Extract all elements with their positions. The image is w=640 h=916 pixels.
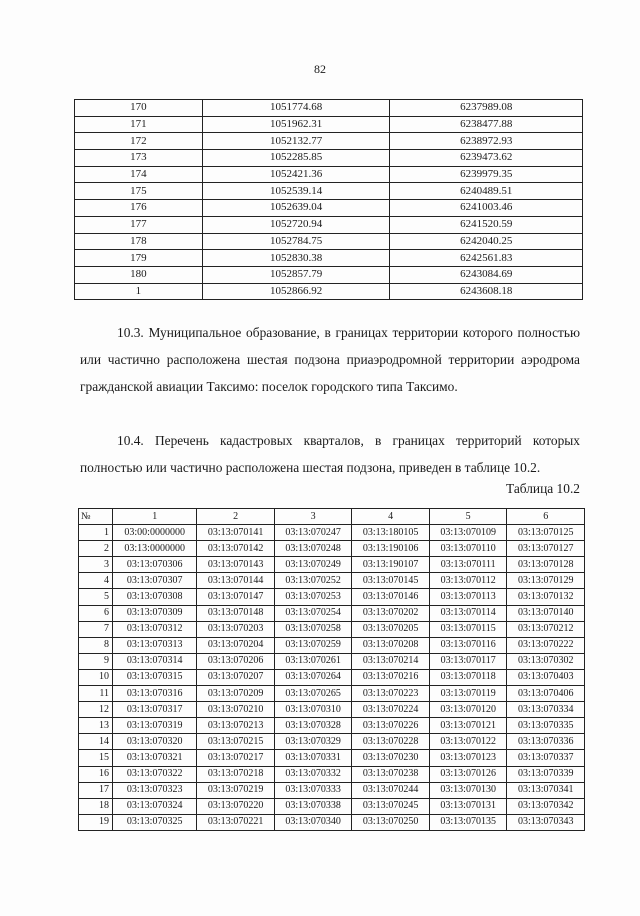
table-cell: 11 xyxy=(79,686,113,702)
table-cell: 8 xyxy=(79,637,113,653)
table-cell: 03:13:070264 xyxy=(274,669,352,685)
table-row xyxy=(79,718,585,734)
table-cell: 03:13:070334 xyxy=(507,702,585,718)
cadastral-quarters-table-body xyxy=(79,525,585,831)
table-cell: 10 xyxy=(79,669,113,685)
table-cell: 03:13:070332 xyxy=(274,766,352,782)
table-cell: 03:13:070321 xyxy=(113,750,197,766)
table-row xyxy=(79,621,585,637)
table-cell: 03:13:070216 xyxy=(352,669,430,685)
table-cell: 03:13:070110 xyxy=(429,541,507,557)
paragraph-10-4 xyxy=(80,427,580,481)
table-cell: 03:13:070205 xyxy=(352,621,430,637)
table-cell: 03:13:070342 xyxy=(507,798,585,814)
table-cell: 03:13:070123 xyxy=(429,750,507,766)
table-cell: 1052421.36 xyxy=(202,166,390,183)
table-row xyxy=(79,750,585,766)
table-row xyxy=(79,702,585,718)
table-cell: 17 xyxy=(79,782,113,798)
table-cell: 03:13:070324 xyxy=(113,798,197,814)
table-cell: 03:13:070116 xyxy=(429,637,507,653)
table-row xyxy=(79,589,585,605)
table-row xyxy=(75,233,583,250)
table-cell: 03:13:070125 xyxy=(507,525,585,541)
table-cell: 03:13:070224 xyxy=(352,702,430,718)
cadastral-quarters-table xyxy=(78,508,585,831)
table-cell: 1052857.79 xyxy=(202,266,390,283)
table-cell: 03:13:070212 xyxy=(507,621,585,637)
table-cell: 03:13:070322 xyxy=(113,766,197,782)
column-header: 5 xyxy=(429,509,507,525)
table-cell: 03:13:070126 xyxy=(429,766,507,782)
table-cell: 180 xyxy=(75,266,203,283)
table-row xyxy=(79,782,585,798)
table-cell: 03:13:070337 xyxy=(507,750,585,766)
table-cell: 03:13:070309 xyxy=(113,605,197,621)
table-cell: 14 xyxy=(79,734,113,750)
table-cell: 03:13:070249 xyxy=(274,557,352,573)
table-cell: 03:13:070302 xyxy=(507,653,585,669)
table-cell: 03:13:070341 xyxy=(507,782,585,798)
table-cell: 03:13:070313 xyxy=(113,637,197,653)
table-cell: 03:13:070406 xyxy=(507,686,585,702)
table-row xyxy=(75,250,583,267)
table-cell: 03:13:070220 xyxy=(197,798,275,814)
table-cell: 03:13:070403 xyxy=(507,669,585,685)
table-cell: 1052285.85 xyxy=(202,150,390,167)
table-cell: 03:13:070142 xyxy=(197,541,275,557)
table-cell: 03:13:070111 xyxy=(429,557,507,573)
paragraph-10-3-text: 10.3. Муниципальное образование, в границах территории которого полностью или частично расположена шестая подзона приаэродромной территории аэродрома гражданской авиации Таксимо: поселок городского типа Таксимо. xyxy=(80,325,580,394)
table-cell: 03:13:190107 xyxy=(352,557,430,573)
table-cell: 6240489.51 xyxy=(390,183,583,200)
table-row xyxy=(79,653,585,669)
table-row xyxy=(79,814,585,830)
column-header: 4 xyxy=(352,509,430,525)
table-row xyxy=(79,541,585,557)
table-cell: 1051774.68 xyxy=(202,100,390,117)
table-cell: 03:13:070202 xyxy=(352,605,430,621)
table-row xyxy=(75,216,583,233)
table-cell: 03:13:070250 xyxy=(352,814,430,830)
table-row xyxy=(75,116,583,133)
table-cell: 179 xyxy=(75,250,203,267)
table-cell: 03:13:070132 xyxy=(507,589,585,605)
table-cell: 03:13:070317 xyxy=(113,702,197,718)
table-cell: 1052720.94 xyxy=(202,216,390,233)
table-cell: 03:13:070259 xyxy=(274,637,352,653)
table-row xyxy=(79,669,585,685)
table-cell: 03:13:070146 xyxy=(352,589,430,605)
table-row xyxy=(79,525,585,541)
table-cell: 172 xyxy=(75,133,203,150)
table-row xyxy=(79,557,585,573)
table-cell: 03:13:070258 xyxy=(274,621,352,637)
table-cell: 03:13:070118 xyxy=(429,669,507,685)
table-cell: 03:13:070119 xyxy=(429,686,507,702)
table-cell: 16 xyxy=(79,766,113,782)
table-cell: 6243608.18 xyxy=(390,283,583,300)
table-row xyxy=(79,798,585,814)
table-cell: 03:13:070217 xyxy=(197,750,275,766)
table-cell: 03:13:070331 xyxy=(274,750,352,766)
table-cell: 2 xyxy=(79,541,113,557)
table-header-row xyxy=(79,509,585,525)
table-cell: 03:13:070226 xyxy=(352,718,430,734)
table-cell: 1052639.04 xyxy=(202,200,390,217)
table-cell: 6242561.83 xyxy=(390,250,583,267)
table-cell: 03:13:070140 xyxy=(507,605,585,621)
table-cell: 03:13:070310 xyxy=(274,702,352,718)
table-row xyxy=(75,150,583,167)
table-cell: 03:13:190106 xyxy=(352,541,430,557)
table-cell: 03:13:180105 xyxy=(352,525,430,541)
table-cell: 03:13:070141 xyxy=(197,525,275,541)
table-cell: 03:13:070244 xyxy=(352,782,430,798)
table-cell: 15 xyxy=(79,750,113,766)
table-cell: 03:13:070316 xyxy=(113,686,197,702)
table-row xyxy=(75,183,583,200)
table-cell: 03:13:070252 xyxy=(274,573,352,589)
table-cell: 03:13:070333 xyxy=(274,782,352,798)
table-row xyxy=(75,200,583,217)
table-cell: 03:13:070127 xyxy=(507,541,585,557)
table-cell: 03:13:070228 xyxy=(352,734,430,750)
table-cell: 1052866.92 xyxy=(202,283,390,300)
table-cell: 03:13:070338 xyxy=(274,798,352,814)
table-cell: 03:13:070323 xyxy=(113,782,197,798)
table-cell: 5 xyxy=(79,589,113,605)
table-row xyxy=(79,686,585,702)
table-cell: 03:13:070261 xyxy=(274,653,352,669)
table-cell: 03:13:070335 xyxy=(507,718,585,734)
table-cell: 03:13:070145 xyxy=(352,573,430,589)
table-cell: 03:13:070319 xyxy=(113,718,197,734)
column-header: № xyxy=(79,509,113,525)
table-cell: 03:13:070121 xyxy=(429,718,507,734)
table-row xyxy=(75,283,583,300)
table-cell: 03:13:070147 xyxy=(197,589,275,605)
table-row xyxy=(75,266,583,283)
paragraph-10-4-text: 10.4. Перечень кадастровых кварталов, в границах территорий которых полностью или частично расположена шестая подзона, приведен в таблице 10.2. xyxy=(80,433,580,475)
table-cell: 12 xyxy=(79,702,113,718)
table-cell: 03:13:070209 xyxy=(197,686,275,702)
table-cell: 03:13:070306 xyxy=(113,557,197,573)
table-cell: 1052830.38 xyxy=(202,250,390,267)
table-cell: 6239473.62 xyxy=(390,150,583,167)
column-header: 1 xyxy=(113,509,197,525)
table-cell: 03:13:070328 xyxy=(274,718,352,734)
table-cell: 6242040.25 xyxy=(390,233,583,250)
table-cell: 03:13:070238 xyxy=(352,766,430,782)
table-cell: 03:13:070265 xyxy=(274,686,352,702)
table-row xyxy=(79,605,585,621)
table-cell: 03:13:070343 xyxy=(507,814,585,830)
table-cell: 03:13:070206 xyxy=(197,653,275,669)
table-cell: 03:13:070230 xyxy=(352,750,430,766)
table-cell: 03:13:070215 xyxy=(197,734,275,750)
table-cell: 6239979.35 xyxy=(390,166,583,183)
table-cell: 6238477.88 xyxy=(390,116,583,133)
table-cell: 03:13:070245 xyxy=(352,798,430,814)
table-cell: 175 xyxy=(75,183,203,200)
table-cell: 03:13:070207 xyxy=(197,669,275,685)
table-row xyxy=(75,100,583,117)
table-cell: 6238972.93 xyxy=(390,133,583,150)
table-cell: 03:13:070122 xyxy=(429,734,507,750)
page-number: 82 xyxy=(314,62,326,76)
table-cell: 03:13:070221 xyxy=(197,814,275,830)
table-cell: 03:13:070253 xyxy=(274,589,352,605)
table-cell: 03:13:070120 xyxy=(429,702,507,718)
table-cell: 1052539.14 xyxy=(202,183,390,200)
table-cell: 03:13:070308 xyxy=(113,589,197,605)
table-cell: 03:13:070112 xyxy=(429,573,507,589)
table-cell: 1051962.31 xyxy=(202,116,390,133)
table-cell: 03:13:070135 xyxy=(429,814,507,830)
table-cell: 03:13:070213 xyxy=(197,718,275,734)
table-cell: 03:13:070254 xyxy=(274,605,352,621)
column-header: 3 xyxy=(274,509,352,525)
table-cell: 03:13:070222 xyxy=(507,637,585,653)
table-cell: 6243084.69 xyxy=(390,266,583,283)
table-cell: 4 xyxy=(79,573,113,589)
table-cell: 03:13:070115 xyxy=(429,621,507,637)
table-row xyxy=(79,734,585,750)
table-cell: 7 xyxy=(79,621,113,637)
table-cell: 03:13:070130 xyxy=(429,782,507,798)
table-cell: 6237989.08 xyxy=(390,100,583,117)
column-header: 6 xyxy=(507,509,585,525)
table-cell: 1052132.77 xyxy=(202,133,390,150)
table-cell: 03:13:070131 xyxy=(429,798,507,814)
table-cell: 03:13:070214 xyxy=(352,653,430,669)
table-cell: 6241003.46 xyxy=(390,200,583,217)
table-cell: 03:13:070307 xyxy=(113,573,197,589)
table-cell: 03:13:070315 xyxy=(113,669,197,685)
table-cell: 174 xyxy=(75,166,203,183)
table-cell: 03:13:0000000 xyxy=(113,541,197,557)
table-cell: 03:13:070223 xyxy=(352,686,430,702)
table-cell: 03:13:070312 xyxy=(113,621,197,637)
table-cell: 03:13:070117 xyxy=(429,653,507,669)
table-cell: 03:13:070109 xyxy=(429,525,507,541)
table-cell: 03:13:070210 xyxy=(197,702,275,718)
table-cell: 03:13:070248 xyxy=(274,541,352,557)
table-cell: 1052784.75 xyxy=(202,233,390,250)
table-cell: 3 xyxy=(79,557,113,573)
coordinates-table-body xyxy=(75,100,583,300)
table-cell: 19 xyxy=(79,814,113,830)
table-cell: 03:13:070129 xyxy=(507,573,585,589)
table-cell: 03:13:070329 xyxy=(274,734,352,750)
table-cell: 03:13:070218 xyxy=(197,766,275,782)
table-cell: 03:13:070143 xyxy=(197,557,275,573)
table-cell: 18 xyxy=(79,798,113,814)
column-header: 2 xyxy=(197,509,275,525)
table-cell: 03:13:070339 xyxy=(507,766,585,782)
table-cell: 03:13:070314 xyxy=(113,653,197,669)
table-cell: 03:13:070208 xyxy=(352,637,430,653)
table-cell: 1 xyxy=(79,525,113,541)
table-caption: Таблица 10.2 xyxy=(505,481,580,496)
paragraph-10-3 xyxy=(80,319,580,400)
table-cell: 03:13:070113 xyxy=(429,589,507,605)
table-cell: 9 xyxy=(79,653,113,669)
table-cell: 13 xyxy=(79,718,113,734)
table-cell: 03:00:0000000 xyxy=(113,525,197,541)
table-cell: 03:13:070148 xyxy=(197,605,275,621)
table-cell: 6 xyxy=(79,605,113,621)
table-cell: 6241520.59 xyxy=(390,216,583,233)
table-cell: 03:13:070128 xyxy=(507,557,585,573)
table-cell: 03:13:070203 xyxy=(197,621,275,637)
table-row xyxy=(79,637,585,653)
table-cell: 173 xyxy=(75,150,203,167)
table-cell: 03:13:070204 xyxy=(197,637,275,653)
coordinates-table xyxy=(74,99,583,300)
table-cell: 178 xyxy=(75,233,203,250)
table-cell: 177 xyxy=(75,216,203,233)
table-cell: 170 xyxy=(75,100,203,117)
table-cell: 03:13:070219 xyxy=(197,782,275,798)
table-cell: 03:13:070114 xyxy=(429,605,507,621)
table-cell: 176 xyxy=(75,200,203,217)
table-cell: 03:13:070325 xyxy=(113,814,197,830)
table-row xyxy=(79,573,585,589)
table-cell: 1 xyxy=(75,283,203,300)
table-cell: 03:13:070320 xyxy=(113,734,197,750)
table-row xyxy=(75,133,583,150)
table-row xyxy=(75,166,583,183)
table-cell: 03:13:070247 xyxy=(274,525,352,541)
table-cell: 03:13:070336 xyxy=(507,734,585,750)
table-cell: 03:13:070144 xyxy=(197,573,275,589)
table-cell: 03:13:070340 xyxy=(274,814,352,830)
table-row xyxy=(79,766,585,782)
table-cell: 171 xyxy=(75,116,203,133)
